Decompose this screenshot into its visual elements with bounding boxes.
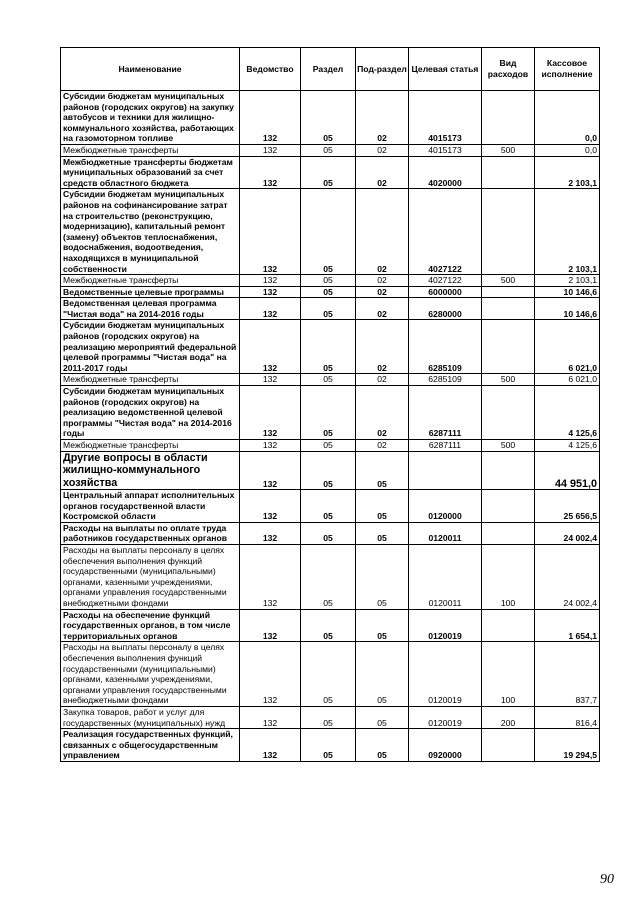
header-row bbox=[61, 48, 600, 91]
table-row bbox=[61, 545, 600, 610]
row-expense-type bbox=[482, 386, 535, 440]
row-dept: 132 bbox=[240, 189, 301, 275]
row-dept: 132 bbox=[240, 729, 301, 762]
row-section: 05 bbox=[301, 545, 356, 610]
row-name: Ведомственная целевая программа "Чистая вода" на 2014-2016 годы bbox=[61, 298, 240, 320]
row-amount: 44 951,0 bbox=[535, 451, 600, 490]
row-subsection: 02 bbox=[356, 156, 409, 189]
table-row bbox=[61, 320, 600, 374]
header-name: Наименование bbox=[61, 48, 240, 91]
row-name: Расходы на обеспечение функций государственных органов, в том числе территориальных органов bbox=[61, 609, 240, 642]
row-target: 6287111 bbox=[409, 440, 482, 452]
row-target bbox=[409, 451, 482, 490]
row-name: Центральный аппарат исполнительных органов государственной власти Костромской области bbox=[61, 490, 240, 523]
row-target: 0120019 bbox=[409, 642, 482, 707]
row-dept: 132 bbox=[240, 298, 301, 320]
row-section: 05 bbox=[301, 91, 356, 145]
row-name: Другие вопросы в области жилищно-коммунального хозяйства bbox=[61, 451, 240, 490]
row-dept: 132 bbox=[240, 320, 301, 374]
row-section: 05 bbox=[301, 156, 356, 189]
header-target: Целевая статья bbox=[409, 48, 482, 91]
row-expense-type bbox=[482, 91, 535, 145]
row-subsection: 05 bbox=[356, 642, 409, 707]
table-row bbox=[61, 298, 600, 320]
row-subsection: 02 bbox=[356, 286, 409, 298]
row-dept: 132 bbox=[240, 545, 301, 610]
row-expense-type: 500 bbox=[482, 144, 535, 156]
row-target: 0120000 bbox=[409, 490, 482, 523]
row-target: 6287111 bbox=[409, 386, 482, 440]
row-expense-type bbox=[482, 320, 535, 374]
row-subsection: 05 bbox=[356, 451, 409, 490]
row-target: 6285109 bbox=[409, 320, 482, 374]
row-name: Межбюджетные трансферты bbox=[61, 374, 240, 386]
row-expense-type bbox=[482, 189, 535, 275]
table-row bbox=[61, 642, 600, 707]
row-subsection: 02 bbox=[356, 298, 409, 320]
header-expense-type: Вид расходов bbox=[482, 48, 535, 91]
row-section: 05 bbox=[301, 451, 356, 490]
row-dept: 132 bbox=[240, 642, 301, 707]
row-name: Закупка товаров, работ и услуг для государственных (муниципальных) нужд bbox=[61, 706, 240, 728]
row-subsection: 02 bbox=[356, 320, 409, 374]
row-name: Расходы на выплаты по оплате труда работников государственных органов bbox=[61, 522, 240, 544]
table-row bbox=[61, 729, 600, 762]
header-subsection: Под-раздел bbox=[356, 48, 409, 91]
row-name: Субсидии бюджетам муниципальных районов (городских округов) на закупку автобусов и техники для жилищно-коммунального хозяйства, работающих на газомоторном топливе bbox=[61, 91, 240, 145]
row-dept: 132 bbox=[240, 374, 301, 386]
table-row bbox=[61, 386, 600, 440]
table-row bbox=[61, 609, 600, 642]
row-subsection: 02 bbox=[356, 374, 409, 386]
row-dept: 132 bbox=[240, 156, 301, 189]
row-section: 05 bbox=[301, 275, 356, 287]
row-dept: 132 bbox=[240, 706, 301, 728]
header-dept: Ведомство bbox=[240, 48, 301, 91]
row-name: Субсидии бюджетам муниципальных районов (городских округов) на реализацию мероприятий федеральной целевой программы "Чистая вода" на 2011-2017 годы bbox=[61, 320, 240, 374]
row-target: 4027122 bbox=[409, 275, 482, 287]
budget-table bbox=[60, 47, 600, 762]
row-target: 6280000 bbox=[409, 298, 482, 320]
table-row bbox=[61, 91, 600, 145]
row-name: Субсидии бюджетам муниципальных районов на софинансирование затрат на строительство (реконструкцию, модернизацию), капитальный ремонт (замену) объектов теплоснабжения, водоснабжения, водоотведения, находящихся в муниципальной собственности bbox=[61, 189, 240, 275]
row-section: 05 bbox=[301, 144, 356, 156]
row-expense-type bbox=[482, 298, 535, 320]
row-target: 0120019 bbox=[409, 609, 482, 642]
row-name: Расходы на выплаты персоналу в целях обеспечения выполнения функций государственными (муниципальными) органами, казенными учреждениями, органами управления государственными внебюджетными фондами bbox=[61, 545, 240, 610]
row-expense-type bbox=[482, 286, 535, 298]
row-amount: 6 021,0 bbox=[535, 320, 600, 374]
row-target: 4015173 bbox=[409, 91, 482, 145]
table-row bbox=[61, 286, 600, 298]
table-body bbox=[61, 91, 600, 762]
row-expense-type bbox=[482, 522, 535, 544]
row-dept: 132 bbox=[240, 286, 301, 298]
row-dept: 132 bbox=[240, 275, 301, 287]
row-expense-type bbox=[482, 156, 535, 189]
row-section: 05 bbox=[301, 706, 356, 728]
row-expense-type bbox=[482, 609, 535, 642]
row-section: 05 bbox=[301, 522, 356, 544]
row-target: 0120019 bbox=[409, 706, 482, 728]
row-amount: 6 021,0 bbox=[535, 374, 600, 386]
row-amount: 2 103,1 bbox=[535, 156, 600, 189]
table-row bbox=[61, 522, 600, 544]
row-name: Ведомственные целевые программы bbox=[61, 286, 240, 298]
row-section: 05 bbox=[301, 440, 356, 452]
row-target: 6000000 bbox=[409, 286, 482, 298]
row-target: 4020000 bbox=[409, 156, 482, 189]
row-amount: 24 002,4 bbox=[535, 522, 600, 544]
row-amount: 816,4 bbox=[535, 706, 600, 728]
row-expense-type: 100 bbox=[482, 642, 535, 707]
table-row bbox=[61, 189, 600, 275]
row-amount: 19 294,5 bbox=[535, 729, 600, 762]
row-subsection: 05 bbox=[356, 522, 409, 544]
row-expense-type: 100 bbox=[482, 545, 535, 610]
page-number: 90 bbox=[600, 872, 614, 887]
row-subsection: 02 bbox=[356, 189, 409, 275]
row-subsection: 02 bbox=[356, 91, 409, 145]
row-section: 05 bbox=[301, 642, 356, 707]
row-dept: 132 bbox=[240, 386, 301, 440]
table-row bbox=[61, 144, 600, 156]
row-amount: 837,7 bbox=[535, 642, 600, 707]
table-row bbox=[61, 374, 600, 386]
row-dept: 132 bbox=[240, 91, 301, 145]
row-subsection: 05 bbox=[356, 545, 409, 610]
row-subsection: 05 bbox=[356, 729, 409, 762]
row-name: Межбюджетные трансферты bbox=[61, 275, 240, 287]
row-subsection: 02 bbox=[356, 275, 409, 287]
row-subsection: 02 bbox=[356, 386, 409, 440]
row-dept: 132 bbox=[240, 440, 301, 452]
row-subsection: 05 bbox=[356, 706, 409, 728]
row-amount: 1 654,1 bbox=[535, 609, 600, 642]
row-dept: 132 bbox=[240, 522, 301, 544]
row-section: 05 bbox=[301, 609, 356, 642]
row-name: Расходы на выплаты персоналу в целях обеспечения выполнения функций государственными (муниципальными) органами, казенными учреждениями, органами управления государственными внебюджетными фондами bbox=[61, 642, 240, 707]
row-amount: 10 146,6 bbox=[535, 298, 600, 320]
row-amount: 4 125,6 bbox=[535, 386, 600, 440]
row-section: 05 bbox=[301, 286, 356, 298]
row-section: 05 bbox=[301, 298, 356, 320]
row-subsection: 05 bbox=[356, 490, 409, 523]
row-expense-type: 500 bbox=[482, 275, 535, 287]
row-amount: 2 103,1 bbox=[535, 189, 600, 275]
row-section: 05 bbox=[301, 386, 356, 440]
row-section: 05 bbox=[301, 320, 356, 374]
row-dept: 132 bbox=[240, 451, 301, 490]
row-target: 0120011 bbox=[409, 545, 482, 610]
row-target: 4027122 bbox=[409, 189, 482, 275]
row-section: 05 bbox=[301, 490, 356, 523]
table-row bbox=[61, 706, 600, 728]
row-name: Реализация государственных функций, связанных с общегосударственным управлением bbox=[61, 729, 240, 762]
row-amount: 2 103,1 bbox=[535, 275, 600, 287]
row-expense-type: 500 bbox=[482, 374, 535, 386]
row-dept: 132 bbox=[240, 144, 301, 156]
row-expense-type bbox=[482, 729, 535, 762]
header-amount: Кассовое исполнение bbox=[535, 48, 600, 91]
row-target: 6285109 bbox=[409, 374, 482, 386]
row-subsection: 02 bbox=[356, 144, 409, 156]
row-section: 05 bbox=[301, 374, 356, 386]
row-subsection: 05 bbox=[356, 609, 409, 642]
row-name: Межбюджетные трансферты bbox=[61, 144, 240, 156]
row-expense-type: 200 bbox=[482, 706, 535, 728]
row-amount: 25 656,5 bbox=[535, 490, 600, 523]
row-expense-type bbox=[482, 490, 535, 523]
row-amount: 4 125,6 bbox=[535, 440, 600, 452]
row-target: 0120011 bbox=[409, 522, 482, 544]
row-section: 05 bbox=[301, 189, 356, 275]
row-name: Субсидии бюджетам муниципальных районов (городских округов) на реализацию ведомственной целевой программы "Чистая вода" на 2014-2016 годы bbox=[61, 386, 240, 440]
row-target: 0920000 bbox=[409, 729, 482, 762]
row-dept: 132 bbox=[240, 490, 301, 523]
row-amount: 0,0 bbox=[535, 144, 600, 156]
table-row bbox=[61, 451, 600, 490]
row-amount: 10 146,6 bbox=[535, 286, 600, 298]
row-amount: 24 002,4 bbox=[535, 545, 600, 610]
table-row bbox=[61, 440, 600, 452]
table-row bbox=[61, 275, 600, 287]
row-target: 4015173 bbox=[409, 144, 482, 156]
row-amount: 0,0 bbox=[535, 91, 600, 145]
table-row bbox=[61, 156, 600, 189]
row-section: 05 bbox=[301, 729, 356, 762]
table-row bbox=[61, 490, 600, 523]
row-expense-type: 500 bbox=[482, 440, 535, 452]
row-subsection: 02 bbox=[356, 440, 409, 452]
header-section: Раздел bbox=[301, 48, 356, 91]
row-dept: 132 bbox=[240, 609, 301, 642]
row-name: Межбюджетные трансферты bbox=[61, 440, 240, 452]
row-name: Межбюджетные трансферты бюджетам муниципальных образований за счет средств областного бюджета bbox=[61, 156, 240, 189]
row-expense-type bbox=[482, 451, 535, 490]
